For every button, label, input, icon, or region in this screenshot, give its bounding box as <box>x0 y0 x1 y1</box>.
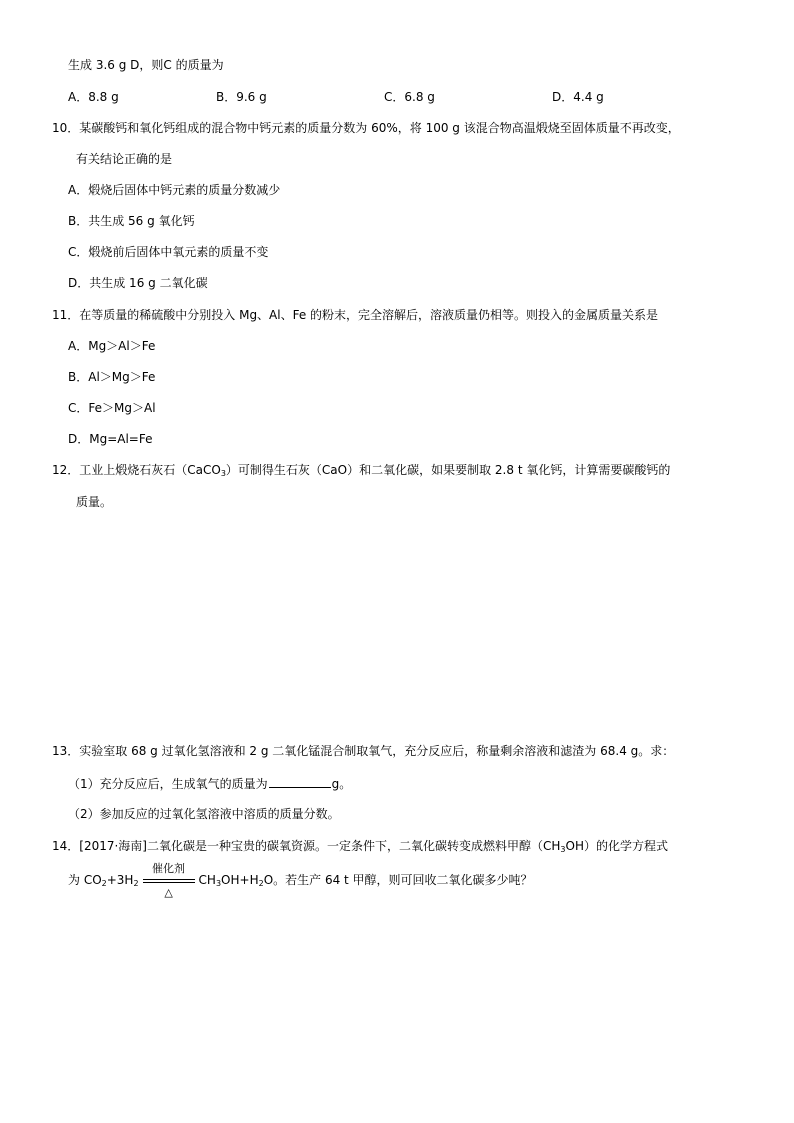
q13-sub1-text: （1）充分反应后，生成氧气的质量为 <box>68 777 268 791</box>
q12-stem-line2: 质量。 <box>76 495 113 509</box>
q14-stem-line2 <box>68 861 533 899</box>
ch3-sub: 3 <box>215 879 222 888</box>
co2-sub: 2 <box>101 879 107 888</box>
q13-sub1 <box>68 775 351 792</box>
q13-stem: 13．实验室取 68 g 过氧化氢溶液和 2 g 二氧化锰混合制取氧气，充分反应后，称量剩余溶液和滤渣为 68.4 g。求： <box>52 744 675 758</box>
q11-option-b: B．Al＞Mg＞Fe <box>68 370 156 384</box>
q9-option-b: B．9.6 g <box>216 90 267 104</box>
q11-stem: 11．在等质量的稀硫酸中分别投入 Mg、Al、Fe 的粉末，完全溶解后，溶液质量仍相等。则投入的金属质量关系是 <box>52 308 659 322</box>
heat-symbol: △ <box>164 885 173 899</box>
q9-option-a: A．8.8 g <box>68 90 119 104</box>
q9-option-c: C．6.8 g <box>384 90 435 104</box>
q12-stem-line1 <box>52 462 670 478</box>
q10-option-b: B．共生成 56 g 氧化钙 <box>68 214 195 228</box>
catalyst-label: 催化剂 <box>152 861 186 875</box>
q12-sub: 3 <box>220 469 226 478</box>
q14-stem-line1 <box>52 838 668 854</box>
q14-text-b: OH）的化学方程式 <box>565 839 668 853</box>
q12-text-a: 12．工业上煅烧石灰石（CaCO <box>52 463 221 477</box>
h2-sub: 2 <box>133 879 139 888</box>
q11-option-a: A．Mg＞Al＞Fe <box>68 339 156 353</box>
q10-option-d: D．共生成 16 g 二氧化碳 <box>68 276 208 290</box>
q9-continuation: 生成 3.6 g D，则C 的质量为 <box>68 58 224 72</box>
q10-option-a: A．煅烧后固体中钙元素的质量分数减少 <box>68 183 281 197</box>
q11-option-d: D．Mg=Al=Fe <box>68 432 153 446</box>
q14-product-c: O。若生产 64 t 甲醇，则可回收二氧化碳多少吨？ <box>263 873 533 887</box>
q12-text-b: ）可制得生石灰（CaO）和二氧化碳，如果要制取 2.8 t 氧化钙，计算需要碳酸钙的 <box>225 463 671 477</box>
q9-option-d: D．4.4 g <box>552 90 604 104</box>
q10-option-c: C．煅烧前后固体中氧元素的质量不变 <box>68 245 269 259</box>
q14-text-a: 14．[2017·海南]二氧化碳是一种宝贵的碳氧资源。一定条件下，二氧化碳转变成燃料甲醇（CH <box>52 839 561 853</box>
q13-sub1-unit: g。 <box>331 777 352 791</box>
answer-blank[interactable] <box>269 775 331 788</box>
h2o-sub: 2 <box>258 879 264 888</box>
q14-product-b: OH+H <box>221 873 259 887</box>
q14-plus-h2: +3H <box>106 873 134 887</box>
q14-eq-pre: 为 CO <box>68 873 102 887</box>
q10-stem-line2: 有关结论正确的是 <box>76 152 173 166</box>
q13-sub2: （2）参加反应的过氧化氢溶液中溶质的质量分数。 <box>68 807 340 821</box>
reaction-arrow <box>143 861 195 899</box>
q10-stem-line1: 10．某碳酸钙和氧化钙组成的混合物中钙元素的质量分数为 60%，将 100 g 该混合物高温煅烧至固体质量不再改变， <box>52 121 680 135</box>
q14-sub-a: 3 <box>560 845 566 854</box>
q11-option-c: C．Fe＞Mg＞Al <box>68 401 156 415</box>
q14-product-a: CH <box>198 873 216 887</box>
